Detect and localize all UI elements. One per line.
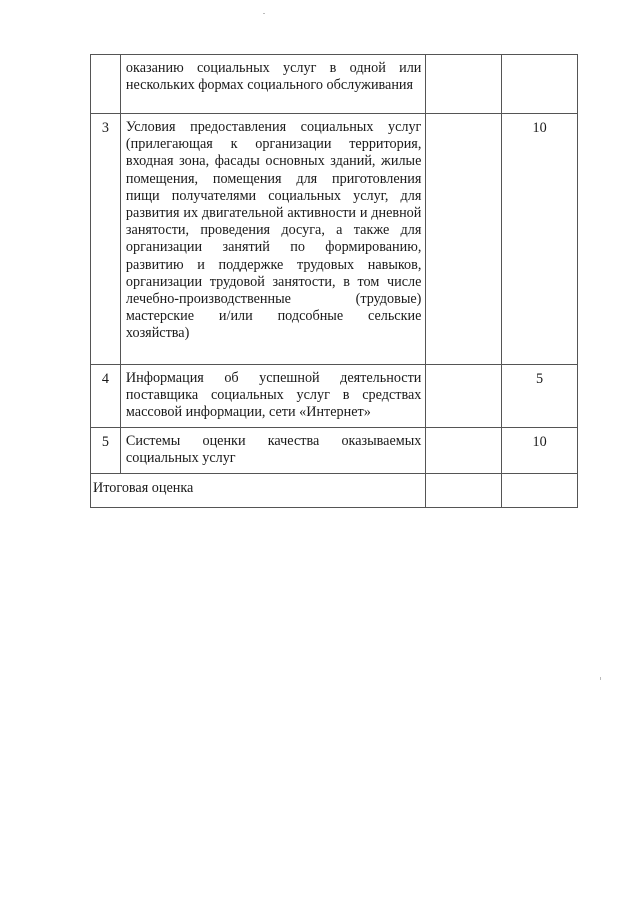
score-cell: [426, 428, 502, 474]
score-cell: [426, 365, 502, 428]
scan-speck: [263, 13, 265, 14]
criterion-text: Системы оценки качества оказываемых социальных услуг: [120, 428, 425, 474]
criteria-table: [90, 54, 578, 508]
criterion-text: оказанию социальных услуг в одной или нескольких формах социального обслуживания: [120, 55, 425, 114]
row-number: 3: [91, 114, 121, 365]
max-score-cell: 10: [502, 114, 578, 365]
score-cell: [426, 55, 502, 114]
max-score-cell: 5: [502, 365, 578, 428]
max-score-cell: [502, 55, 578, 114]
table-row: [91, 55, 578, 114]
criterion-text: Информация об успешной деятельности поставщика социальных услуг в средствах массовой информации, сети «Интернет»: [120, 365, 425, 428]
total-row: [91, 474, 578, 508]
table-row: [91, 365, 578, 428]
row-number: 5: [91, 428, 121, 474]
total-label: Итоговая оценка: [91, 474, 426, 508]
score-cell: [426, 114, 502, 365]
table-row: [91, 114, 578, 365]
row-number: [91, 55, 121, 114]
scan-speck: [600, 677, 601, 680]
table-row: [91, 428, 578, 474]
total-score-cell: [426, 474, 502, 508]
criterion-text: Условия предоставления социальных услуг (прилегающая к организации территория, входная зона, фасады основных зданий, жилые помещения, помещения для приготовления пищи получателями социальных услуг, для развития их двигательной активности и дневной занятости, проведения досуга, а также для организации занятий по формированию, развитию и поддержке трудовых навыков, организации трудовой занятости, в том числе лечебно-производственные (трудовые) мастерские и/или подсобные сельские хозяйства): [120, 114, 425, 365]
max-score-cell: 10: [502, 428, 578, 474]
total-max-score-cell: [502, 474, 578, 508]
row-number: 4: [91, 365, 121, 428]
